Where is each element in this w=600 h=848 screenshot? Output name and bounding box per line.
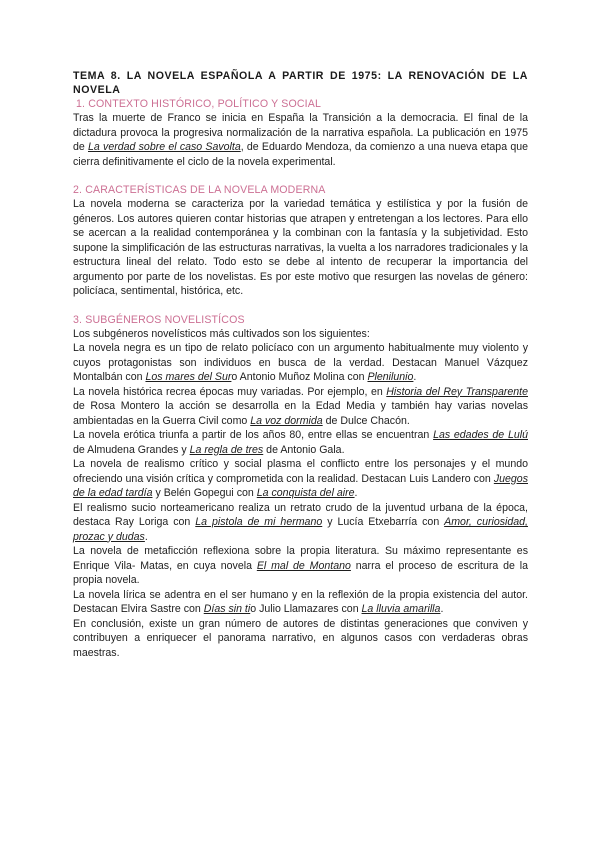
section-heading-caracteristicas: 2. CARACTERÍSTICAS DE LA NOVELA MODERNA xyxy=(73,184,326,196)
book-title: La verdad sobre el caso Savolta xyxy=(88,141,241,153)
section-heading-contexto: 1. CONTEXTO HISTÓRICO, POLÍTICO Y SOCIAL xyxy=(76,98,322,110)
document-title: TEMA 8. LA NOVELA ESPAÑOLA A PARTIR DE 1975: LA RENOVACIÓN DE LA NOVELA xyxy=(73,70,528,96)
text: de Almudena Grandes y xyxy=(73,443,190,456)
text: La novela erótica triunfa a partir de los años 80, entre ellas se encuentran xyxy=(73,429,434,441)
text: . xyxy=(144,530,148,543)
text: La novela de metaficción reflexiona sobre la propia literatura. Su máximo representante es Enrique Vila- Matas, en cuya novela xyxy=(73,545,528,572)
book-title: El mal de Montano xyxy=(256,559,351,572)
text: La novela histórica recrea épocas muy variadas. Por ejemplo, en xyxy=(73,385,387,398)
text: La novela de realismo crítico y social plasma el conflicto entre los personajes y el mundo ofreciendo una visión crítica y comprometida con la realidad. Destacan Luis Landero con xyxy=(73,458,528,485)
paragraph-realismo-sucio xyxy=(73,501,528,545)
book-title: Historia del Rey Transparente xyxy=(386,385,528,398)
book-title: La lluvia amarilla xyxy=(361,603,441,615)
text: y Lucía Etxebarría con xyxy=(322,516,445,528)
text: . xyxy=(413,371,417,383)
paragraph-novela-lirica xyxy=(73,588,528,617)
paragraph-novela-historica xyxy=(73,385,528,429)
paragraph-novela-negra xyxy=(73,341,528,385)
text: y Belén Gopegui con xyxy=(152,487,257,499)
text: de Antonio Gala. xyxy=(263,443,345,456)
book-title: La conquista del aire xyxy=(256,487,355,499)
text: Tras la muerte de Franco se inicia en España la Transición a la democracia. El final de la dictadura provoca la progresiva normalización de la narrativa española. La publicación en 1975 de xyxy=(73,112,528,153)
book-title: Las edades de Lulú xyxy=(433,429,528,441)
book-title: Plenilunio xyxy=(367,371,414,383)
text: La novela lírica se adentra en el ser humano y en la reflexión de la propia existencia del autor. Destacan Elvira Sastre con xyxy=(73,588,528,615)
book-title: Juegos de la edad tardía xyxy=(73,472,528,499)
text: El realismo sucio norteamericano realiza un retrato crudo de la juventud urbana de la época, destaca Ray Loriga con xyxy=(73,501,528,528)
paragraph-realismo-critico xyxy=(73,457,528,501)
book-title: Los mares del Sur xyxy=(145,371,232,383)
book-title: Días sin ti xyxy=(203,603,251,615)
document-content xyxy=(73,70,528,660)
paragraph-subgeneros-intro: Los subgéneros novelísticos más cultivados son los siguientes: xyxy=(73,327,370,340)
text: , de Eduardo Mendoza, da comienzo a una nueva etapa que cierra definitivamente el ciclo de la novela experimental. xyxy=(73,141,528,168)
text: . xyxy=(354,487,358,499)
paragraph-conclusion: En conclusión, existe un gran número de autores de distintas generaciones que conviven y contribuyen a enriquecer el panorama narrativo, en algunos casos con verdaderas obras maestras. xyxy=(73,617,528,659)
text: o Antonio Muñoz Molina con xyxy=(231,371,368,383)
paragraph-contexto xyxy=(73,111,528,169)
book-title: Amor, curiosidad, prozac y dudas xyxy=(73,516,529,543)
section-heading-subgeneros: 3. SUBGÉNEROS NOVELISTÍCOS xyxy=(73,313,245,326)
text: de Dulce Chacón. xyxy=(322,414,410,427)
text: de Rosa Montero la acción se desarrolla en la Edad Media y también hay varias novelas ambientadas en la Guerra Civil como xyxy=(73,400,528,427)
paragraph-novela-erotica xyxy=(73,428,528,457)
book-title: La regla de tres xyxy=(189,443,264,456)
text: . xyxy=(440,603,444,615)
book-title: La voz dormida xyxy=(250,414,323,427)
text: narra el proceso de escritura de la propia novela. xyxy=(73,559,528,586)
text: o Julio Llamazares con xyxy=(250,603,362,615)
text: La novela negra es un tipo de relato policíaco con un argumento habitualmente muy violento y cuyos protagonistas son individuos en busca de la verdad. Destacan Manuel Vázquez Montalbán con xyxy=(73,342,528,383)
book-title: La pistola de mi hermano xyxy=(195,516,323,528)
paragraph-caracteristicas: La novela moderna se caracteriza por la variedad temática y estilística y por la fusión de géneros. Los autores quieren contar historias que atrapen y entretengan a los lectores. Para ello se acercan a la realidad contemporánea y la combinan con la fantasía y la subjetividad. Esto supone la simplificación de las estructuras narrativas, la vuelta a los narradores tradicionales y la estructura lineal del relato. Todo esto se debe al intento de recuperar la importancia del argumento por parte de los novelistas. Es por este motivo que resurgen las novelas de género: policíaca, sentimental, histórica, etc. xyxy=(73,198,528,297)
paragraph-metaficcion xyxy=(73,544,528,588)
